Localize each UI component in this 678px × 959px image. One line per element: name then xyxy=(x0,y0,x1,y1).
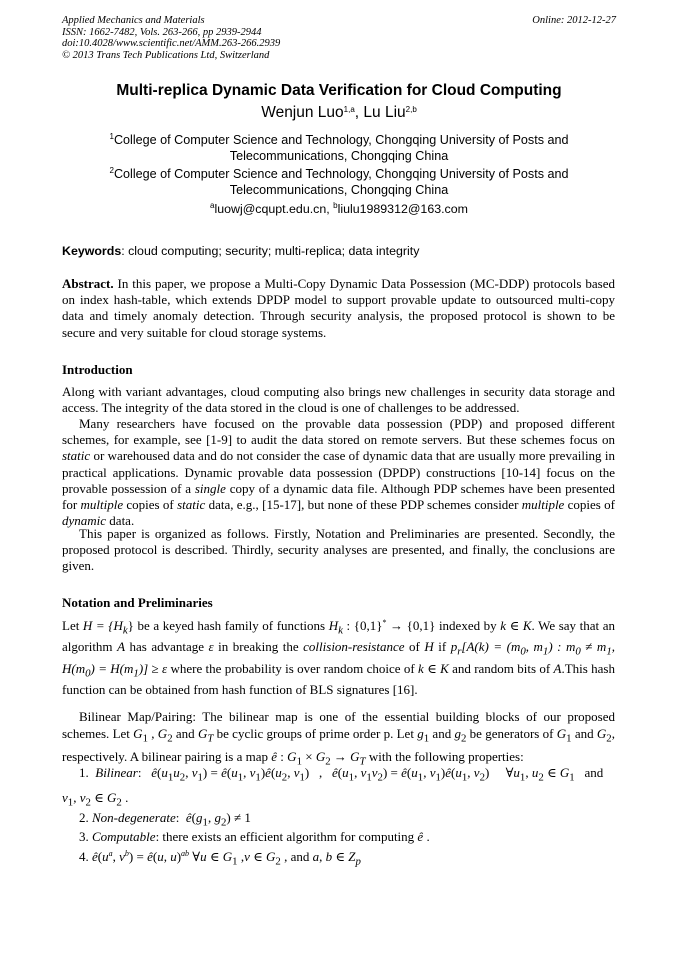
paper-title: Multi-replica Dynamic Data Verification for Cloud Computing xyxy=(116,82,562,99)
doi-line: doi:10.4028/www.scientific.net/AMM.263-266.2939 xyxy=(62,38,281,50)
intro-p2-static2: static xyxy=(177,497,206,513)
abstract-label: Abstract. xyxy=(62,276,114,291)
affiliation-1-num: 1 xyxy=(109,132,114,141)
n-p2-end: , respectively. A bilinear pairing is a map xyxy=(62,726,615,764)
n-p1-H xyxy=(82,618,128,637)
author-line xyxy=(0,104,678,122)
n-p1-h: of xyxy=(404,639,425,655)
property-1-bilinear: 1. Bilinear: $ê(u_1u_2$, $v_1$) = $ê(u_1$, $v_1)ê(u_2$, $v_1$) , $ê(u_1$, $v_1v_2$) = $ê(u_1$, $v_1)ê(u_1$, $v_2$) $\forall u_1$, $u_2$ ∈ $G_1$ and xyxy=(79,765,604,784)
section-introduction-heading: Introduction xyxy=(62,362,133,377)
n-p1-c: : {0,1} xyxy=(342,618,383,633)
item-4-num: 4. xyxy=(79,849,89,864)
intro-p2-text-a: Many researchers have focused on the provable data possession (PDP) and proposed different schemes, for example, see [1-9] to audit the data stored on remote servers. But these schemes focus on xyxy=(62,416,615,448)
keywords xyxy=(62,244,616,258)
item-2-label: Non-degenerate xyxy=(92,810,176,825)
intro-paragraph-2 xyxy=(62,416,615,529)
affiliation-1 xyxy=(100,132,578,164)
intro-p2-dynamic: dynamic xyxy=(62,513,107,529)
item-1-num: 1. xyxy=(79,765,89,780)
intro-paragraph-1 xyxy=(62,384,615,416)
n-p2-props: with the following properties: xyxy=(365,748,524,764)
n-p1-r: r xyxy=(457,645,462,658)
affiliation-2 xyxy=(100,166,578,198)
intro-p2-text-e: data, e.g., [15-17], but none of these PDP schemes consider xyxy=(205,497,522,513)
keywords-label: Keywords xyxy=(62,244,122,258)
n-p1-d: → {0,1} indexed by xyxy=(386,618,501,633)
intro-p2-static: static xyxy=(62,448,91,464)
n-p1-g: in breaking the xyxy=(213,639,304,655)
affiliation-2-line1: College of Computer Science and Technology, Chongqing University of Posts and xyxy=(113,167,569,181)
n-p1-j: where the probability is over random choice of xyxy=(167,660,419,676)
email-a: luowj@cqupt.edu.cn, xyxy=(214,202,334,216)
abstract-text: In this paper, we propose a Multi-Copy Dynamic Data Possession (MC-DDP) protocols based on index hash-table, which extends DPDP model to support provable update to outsourced multi-copy data and timely anomaly detection. Through security analysis, the proposed protocol is shown to be secure and very suitable for cloud storage systems. xyxy=(62,276,615,340)
n-p1-f: has advantage xyxy=(125,639,209,655)
online-date: Online: 2012-12-27 xyxy=(532,15,616,26)
keywords-text: : cloud computing; security; multi-replica; data integrity xyxy=(121,244,420,258)
author-2-affil: 2,b xyxy=(405,105,417,114)
email-b: liulu1989312@163.com xyxy=(337,202,468,216)
affiliation-2-line2: Telecommunications, Chongqing China xyxy=(229,183,449,197)
issn-line: ISSN: 1662-7482, Vols. 263-266, pp 2939-2944 xyxy=(62,26,262,38)
n-p1-A2: A xyxy=(553,660,562,676)
n-p1-formula2: [A(k) = (m xyxy=(461,639,521,655)
affiliation-1-line1: College of Computer Science and Technology, Chongqing University of Posts and xyxy=(113,133,569,147)
n-p1-a: Let xyxy=(62,618,83,633)
n-p1-A: A xyxy=(117,639,126,655)
journal-name: Applied Mechanics and Materials xyxy=(62,15,205,26)
intro-p2-text-g: data. xyxy=(106,513,135,529)
intro-p1-text: Along with variant advantages, cloud computing also brings new challenges in security data storage and access. The integrity of the data stored in the cloud is one of challenges to be addressed. xyxy=(62,384,615,416)
email-b-mark: b xyxy=(333,201,338,210)
author-2: Lu Liu xyxy=(363,104,406,121)
property-3-computable: 3. Computable: there exists an efficient algorithm for computing ê . xyxy=(79,829,430,844)
intro-p2-text-f: copies of xyxy=(564,497,615,513)
n-p1-kK2: k ∈ K xyxy=(418,660,449,676)
n-p1-H-text: H = {H xyxy=(82,618,123,633)
author-1-affil: 1,a xyxy=(343,105,355,114)
affiliation-2-num: 2 xyxy=(109,166,114,175)
property-2-nondegenerate: 2. Non-degenerate: $ê(g_1$, $g_2) \ne 1$ xyxy=(79,810,251,829)
author-1: Wenjun Luo xyxy=(261,104,344,121)
intro-p2-single: single xyxy=(194,480,226,496)
intro-p2-multiple: multiple xyxy=(80,497,124,513)
n-p1-l: .This hash function can be obtained from hash function of BLS signatures [16]. xyxy=(62,660,615,698)
n-p1-k: and random bits of xyxy=(448,660,554,676)
item-1-and: and xyxy=(584,765,604,780)
n-p2-gens: be generators of xyxy=(466,726,557,741)
item-3-num: 3. xyxy=(79,829,89,844)
notation-paragraph-2: Bilinear Map/Pairing: The bilinear map is one of the essential building blocks of our proposed schemes. Let $G_1$ , $G_2$ and $G_T$ be cyclic groups of prime order p. Let $g_1$ and $g_2$ be generators of $G_1$ and $G_2$, respectively. A bilinear pairing is a map ê : $G_1 \times G_2 \to G_T$ with the following properties: xyxy=(62,709,615,768)
item-3-label: Computable xyxy=(92,829,156,844)
intro-p2-text-d: copies of xyxy=(123,497,178,513)
section-notation-heading: Notation and Preliminaries xyxy=(62,595,213,610)
n-p1-collision: collision-resistance xyxy=(303,639,405,655)
item-3-text: : there exists an efficient algorithm for computing xyxy=(155,829,418,844)
n-p1-kK: k ∈ K xyxy=(500,618,532,633)
n-p1-star: * xyxy=(382,618,387,627)
n-p1-k2: k xyxy=(338,624,343,637)
n-p1-i: if xyxy=(433,639,451,655)
intro-p2-text-b: or warehoused data and do not consider the case of dynamic data that are usually more prevailing in practical applications. Dynamic provable data possession (DPDP) constructions [10-14] focus on the provable possession of a xyxy=(62,448,615,496)
property-1-continuation: $v_1$, $v_2$ ∈ $G_2$ . xyxy=(62,790,129,809)
n-p1-formula: $p_r[A(k) = (m_0$, $m_1$) : $m_0 \ne m_1$, $H(m_0) = H(m_1)] \ge \varepsilon$ xyxy=(62,639,615,680)
intro-p3-text: This paper is organized as follows. Firstly, Notation and Preliminaries are presented. Secondly, the proposed protocol is described. Thirdly, security analyses are presented, and finally, the conclusions are given. xyxy=(62,526,615,574)
n-p1-Hk2: H xyxy=(328,618,339,633)
n-p1-H2: H xyxy=(424,639,434,655)
abstract xyxy=(62,276,615,341)
intro-paragraph-3 xyxy=(62,526,615,575)
item-1-label: Bilinear xyxy=(95,765,138,780)
item-2-colon: : xyxy=(175,810,180,825)
intro-p2-text-c: copy of a dynamic data file. Although PDP schemes have been presented for xyxy=(62,480,615,513)
affiliation-1-line2: Telecommunications, Chongqing China xyxy=(229,149,449,163)
running-header xyxy=(62,15,616,61)
property-4: 4. $ê(u^a$, $v^b$) = ê(u, u)$^{ab}$ ∀u ∈ $G_1$ ,v ∈ $G_2$ , and a, b ∈ $Z_p$ xyxy=(79,849,361,868)
email-line xyxy=(0,202,678,216)
author-separator: , xyxy=(354,104,364,121)
n-p2-rest: be cyclic groups of prime order p. Let xyxy=(213,726,418,741)
notation-paragraph-1 xyxy=(62,618,615,699)
n-p1-eps: ε xyxy=(208,639,214,655)
item-2-num: 2. xyxy=(79,810,89,825)
n-p1-b: } be a keyed hash family of functions xyxy=(127,618,329,633)
n-p2-a: Bilinear Map/Pairing: The bilinear map is one of the essential building blocks of our proposed schemes. Let xyxy=(62,709,615,741)
email-a-mark: a xyxy=(210,201,215,210)
item-1-colon: : xyxy=(137,765,142,780)
copyright-line: © 2013 Trans Tech Publications Ltd, Switzerland xyxy=(62,49,270,61)
intro-p2-multiple2: multiple xyxy=(521,497,565,513)
n-p1-Hk: k xyxy=(122,624,128,637)
n-p1-e: . We say that an algorithm xyxy=(62,618,616,655)
n-p1-p: p xyxy=(450,639,458,655)
